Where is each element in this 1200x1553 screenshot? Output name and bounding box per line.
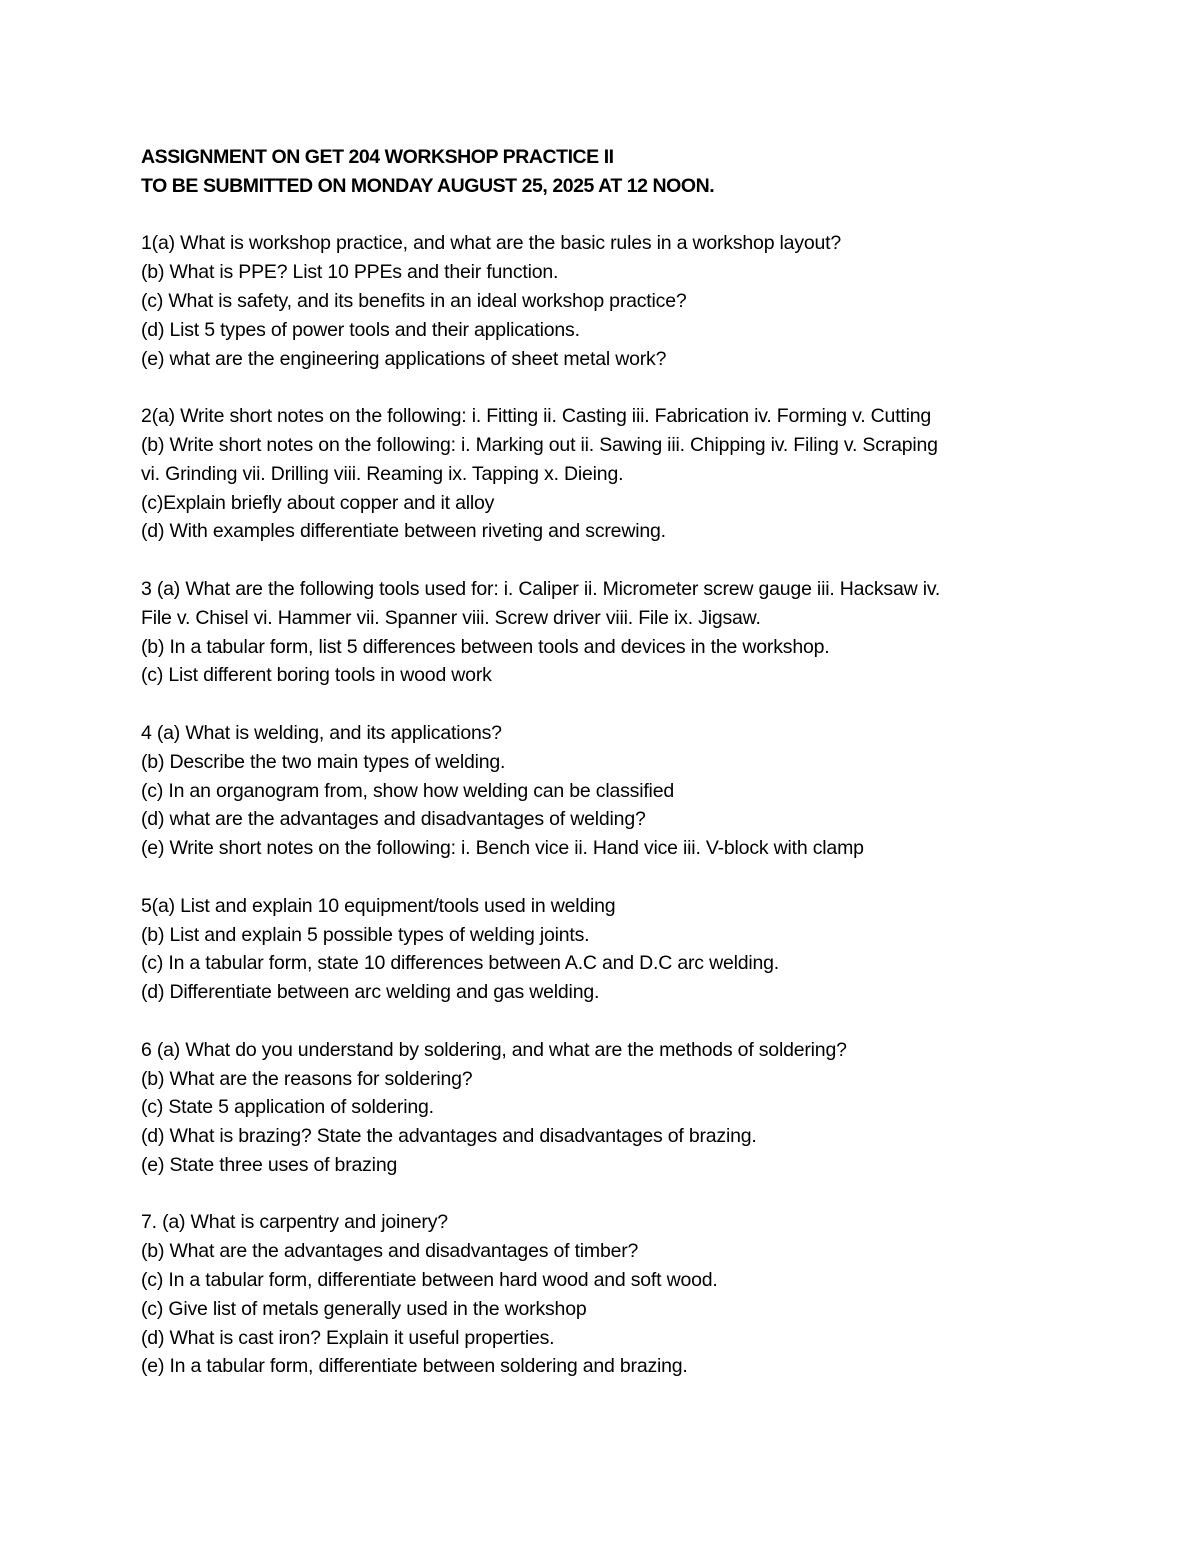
question-line: 5(a) List and explain 10 equipment/tools used in welding (141, 894, 616, 917)
question-line: (c) In a tabular form, state 10 differences between A.C and D.C arc welding. (141, 952, 780, 975)
question-line: (e) State three uses of brazing (141, 1153, 398, 1176)
question-line: (e) what are the engineering applications of sheet metal work? (141, 347, 667, 370)
question-line: (d) What is brazing? State the advantages and disadvantages of brazing. (141, 1125, 757, 1148)
question-line: (c) In an organogram from, show how welding can be classified (141, 779, 674, 802)
question-4 (141, 719, 1101, 863)
spacer (141, 1007, 1101, 1036)
question-line: (e) Write short notes on the following: i. Bench vice ii. Hand vice iii. V-block with clamp (141, 837, 864, 860)
question-line: (e) In a tabular form, differentiate between soldering and brazing. (141, 1355, 688, 1378)
question-line: (b) In a tabular form, list 5 differences between tools and devices in the workshop. (141, 635, 830, 658)
question-line: (b) Describe the two main types of welding. (141, 750, 506, 773)
question-line: (b) What are the advantages and disadvantages of timber? (141, 1240, 639, 1263)
question-1 (141, 229, 1101, 373)
question-line: (b) List and explain 5 possible types of welding joints. (141, 923, 590, 946)
question-3 (141, 575, 1101, 690)
question-line: (d) List 5 types of power tools and their applications. (141, 318, 580, 341)
question-line: (b) What are the reasons for soldering? (141, 1067, 473, 1090)
question-line: (c)Explain briefly about copper and it alloy (141, 491, 495, 514)
question-line: (d) Differentiate between arc welding and gas welding. (141, 981, 600, 1004)
question-line: (c) List different boring tools in wood work (141, 664, 492, 687)
document-body (141, 143, 1101, 1381)
spacer (141, 690, 1101, 719)
question-line: 6 (a) What do you understand by soldering, and what are the methods of soldering? (141, 1038, 847, 1061)
question-line: (c) In a tabular form, differentiate between hard wood and soft wood. (141, 1269, 718, 1292)
question-line: (b) What is PPE? List 10 PPEs and their function. (141, 261, 559, 284)
question-2 (141, 402, 1101, 546)
question-line: (c) State 5 application of soldering. (141, 1096, 434, 1119)
spacer (141, 1180, 1101, 1209)
assignment-title: ASSIGNMENT ON GET 204 WORKSHOP PRACTICE II (141, 146, 614, 168)
submission-deadline: TO BE SUBMITTED ON MONDAY AUGUST 25, 2025 AT 12 NOON. (141, 174, 715, 197)
question-line: (c) Give list of metals generally used in the workshop (141, 1297, 587, 1320)
question-line: (d) what are the advantages and disadvantages of welding? (141, 808, 646, 831)
question-line: 4 (a) What is welding, and its applications? (141, 721, 502, 744)
spacer (141, 863, 1101, 892)
question-6 (141, 1036, 1101, 1180)
question-line: 2(a) Write short notes on the following: i. Fitting ii. Casting iii. Fabrication iv. Forming v. Cutting (141, 405, 932, 428)
question-line: (c) What is safety, and its benefits in an ideal workshop practice? (141, 289, 687, 312)
question-7 (141, 1208, 1101, 1381)
question-line: 7. (a) What is carpentry and joinery? (141, 1211, 448, 1234)
question-line: 3 (a) What are the following tools used for: i. Caliper ii. Micrometer screw gauge iii. Hacksaw iv. (141, 577, 941, 600)
question-line: (b) Write short notes on the following: i. Marking out ii. Sawing iii. Chipping iv. Filing v. Scraping (141, 433, 938, 456)
question-line: (d) With examples differentiate between riveting and screwing. (141, 520, 666, 543)
question-5 (141, 892, 1101, 1007)
spacer (141, 201, 1101, 230)
question-line: File v. Chisel vi. Hammer vii. Spanner viii. Screw driver viii. File ix. Jigsaw. (141, 606, 761, 629)
question-line: (d) What is cast iron? Explain it useful properties. (141, 1326, 555, 1349)
question-line: 1(a) What is workshop practice, and what are the basic rules in a workshop layout? (141, 232, 842, 255)
spacer (141, 546, 1101, 575)
question-line: vi. Grinding vii. Drilling viii. Reaming ix. Tapping x. Dieing. (141, 462, 624, 485)
spacer (141, 373, 1101, 402)
